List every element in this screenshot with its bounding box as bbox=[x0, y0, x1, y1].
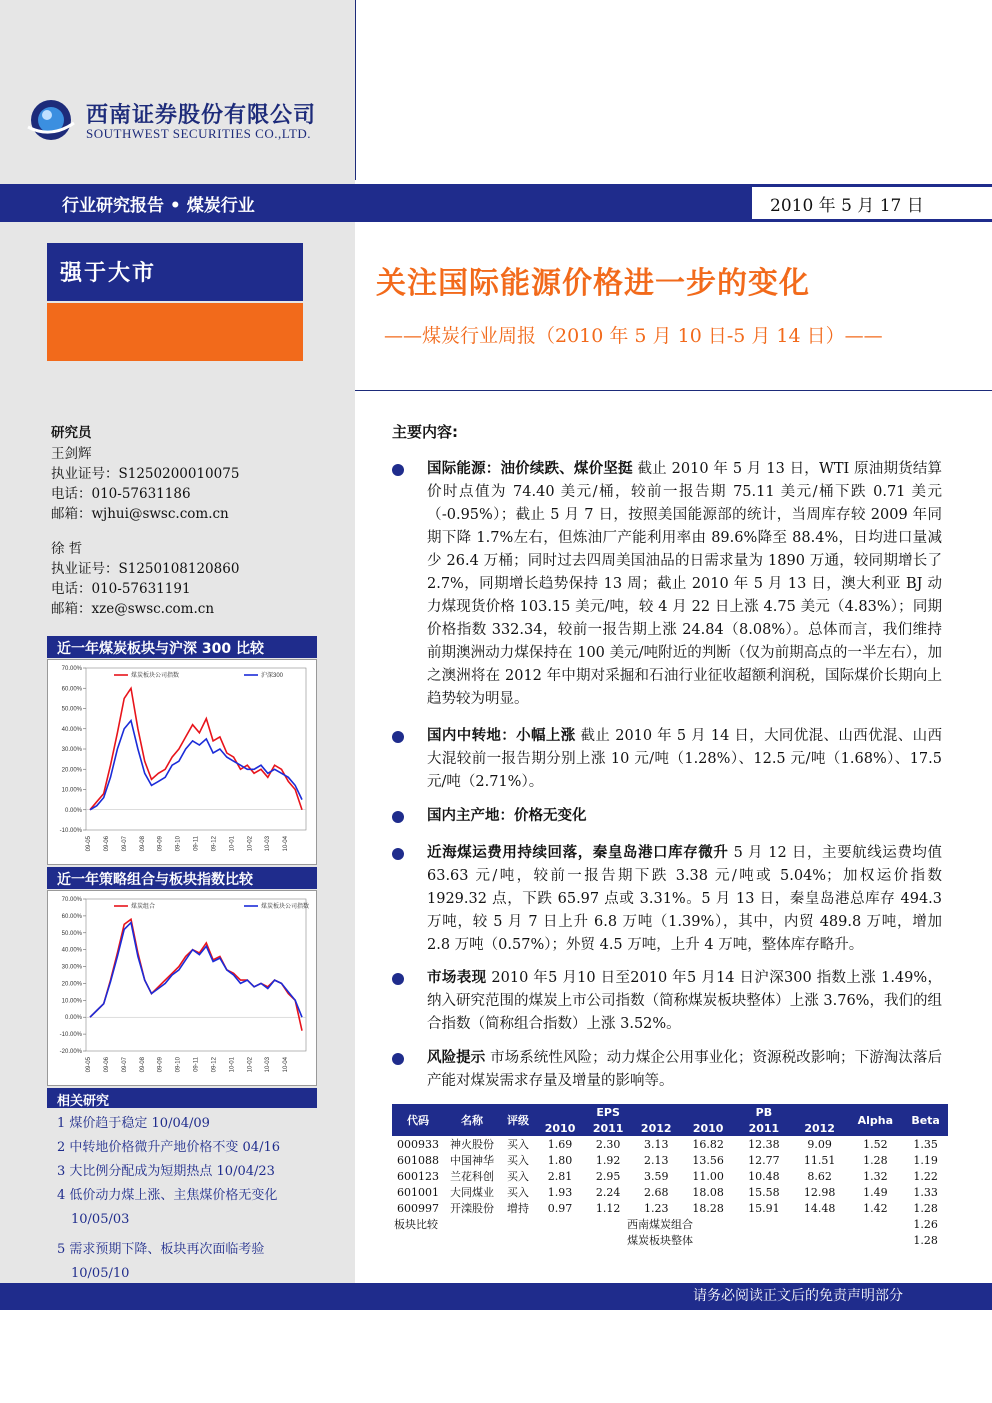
analyst-cert: 执业证号：S1250108120860 bbox=[51, 561, 240, 577]
analyst-email[interactable]: 邮箱：wjhui@swsc.com.cn bbox=[51, 506, 229, 522]
table-cell: 12.38 bbox=[748, 1137, 780, 1151]
table-cell bbox=[736, 1216, 903, 1232]
table-cell: 18.28 bbox=[692, 1201, 724, 1215]
col-eps: EPS bbox=[536, 1104, 680, 1120]
table-cell: 1.28 bbox=[913, 1201, 938, 1215]
col-beta: Beta bbox=[903, 1104, 948, 1136]
table-cell: 1.12 bbox=[595, 1201, 621, 1215]
table-cell: 2.68 bbox=[643, 1185, 669, 1199]
table-cell: 16.82 bbox=[692, 1137, 724, 1151]
y-tick-label: 50.00% bbox=[61, 930, 82, 937]
bullet-icon bbox=[392, 848, 404, 860]
col-pb: PB bbox=[680, 1104, 847, 1120]
x-tick-label: 10-04 bbox=[283, 836, 290, 852]
col-year: 2012 bbox=[632, 1120, 680, 1136]
x-tick-label: 09-06 bbox=[103, 1057, 110, 1073]
x-tick-label: 09-05 bbox=[86, 836, 92, 852]
table-cell: 西南煤炭组合 bbox=[627, 1218, 694, 1231]
table-cell: 11.51 bbox=[803, 1153, 836, 1167]
table-cell: 买入 bbox=[507, 1154, 529, 1167]
report-subtitle: ——煤炭行业周报（2010 年 5 月 10 日-5 月 14 日）—— bbox=[384, 325, 883, 347]
rating-label: 强于大市 bbox=[60, 261, 157, 286]
table-cell: 3.59 bbox=[643, 1169, 669, 1183]
content-heading: 主要内容: bbox=[392, 423, 458, 441]
table-row bbox=[392, 1136, 948, 1152]
y-tick-label: 70.00% bbox=[61, 897, 82, 903]
table-cell: 买入 bbox=[507, 1138, 529, 1151]
chart1-title: 近一年煤炭板块与沪深 300 比较 bbox=[47, 636, 317, 658]
table-cell: 神火股份 bbox=[450, 1138, 494, 1151]
chart2-svg bbox=[48, 891, 316, 1085]
table-cell: 000933 bbox=[397, 1137, 439, 1151]
para-market: 市场表现 2010 年5 月10 日至2010 年5 月14 日沪深300 指数上涨 1.49%，纳入研究范围的煤炭上市公司指数（简称煤炭板块整体）上涨 3.76%，我们的组合指数（简称组合指数）上涨 3.52%。 bbox=[427, 970, 943, 1032]
table-cell: 大同煤业 bbox=[450, 1186, 494, 1199]
table-cell: 601001 bbox=[397, 1185, 439, 1199]
table-cell: 2.30 bbox=[595, 1137, 621, 1151]
table-cell bbox=[736, 1232, 903, 1248]
table-cell: 1.19 bbox=[913, 1153, 938, 1167]
table-cell: 12.98 bbox=[803, 1185, 836, 1199]
table-row bbox=[392, 1184, 948, 1200]
y-tick-label: 70.00% bbox=[61, 666, 82, 672]
report-title: 关注国际能源价格进一步的变化 bbox=[376, 266, 810, 301]
y-tick-label: 10.00% bbox=[61, 998, 82, 1005]
table-cell: 18.08 bbox=[692, 1185, 724, 1199]
report-type: 行业研究报告 • 煤炭行业 bbox=[62, 196, 255, 216]
x-tick-label: 10-02 bbox=[247, 836, 254, 852]
bullet-icon bbox=[392, 464, 404, 476]
table-cell: 1.28 bbox=[863, 1153, 888, 1167]
related-item[interactable]: 4 低价动力煤上涨、主焦煤价格无变化 bbox=[57, 1188, 278, 1203]
col-year: 2011 bbox=[584, 1120, 632, 1136]
x-tick-label: 09-12 bbox=[211, 836, 218, 852]
y-tick-label: 60.00% bbox=[61, 913, 82, 920]
table-cell: 1.49 bbox=[863, 1185, 888, 1199]
legend-label: 沪深300 bbox=[261, 673, 284, 679]
x-tick-label: 10-03 bbox=[265, 1057, 272, 1073]
para-risk: 风险提示 市场系统性风险；动力煤企公用事业化；资源税改影响；下游淘汰落后产能对煤炭需求存量及增量的影响等。 bbox=[427, 1050, 943, 1089]
x-tick-label: 09-12 bbox=[211, 1057, 218, 1073]
table-cell: 开滦股份 bbox=[450, 1202, 494, 1215]
company-logo-icon bbox=[26, 97, 76, 147]
related-item-date: 10/05/10 bbox=[71, 1266, 130, 1281]
table-cell: 1.69 bbox=[547, 1137, 573, 1151]
table-cell: 600123 bbox=[397, 1169, 439, 1183]
table-cell: 1.35 bbox=[913, 1137, 938, 1151]
x-tick-label: 09-11 bbox=[193, 1057, 200, 1072]
table-cell: 9.09 bbox=[807, 1137, 832, 1151]
table-cell: 增持 bbox=[507, 1202, 529, 1215]
y-tick-label: 0.00% bbox=[64, 1015, 82, 1022]
bullet-icon bbox=[392, 973, 404, 985]
col-year: 2010 bbox=[680, 1120, 736, 1136]
table-cell: 2.95 bbox=[595, 1169, 621, 1183]
table-cell: 2.24 bbox=[595, 1185, 621, 1199]
table-cell: 11.00 bbox=[692, 1169, 724, 1183]
x-tick-label: 09-08 bbox=[139, 836, 146, 852]
table-cell: 兰花科创 bbox=[450, 1170, 494, 1183]
related-item[interactable]: 2 中转地价格微升产地价格不变 04/16 bbox=[57, 1140, 280, 1155]
plot-area bbox=[86, 668, 306, 830]
para-domestic-production: 国内主产地：价格无变化 bbox=[427, 808, 587, 824]
col-name: 名称 bbox=[444, 1104, 500, 1136]
related-item-date: 10/05/03 bbox=[71, 1212, 130, 1227]
y-tick-label: 40.00% bbox=[61, 947, 82, 954]
para-domestic-transit: 国内中转地：小幅上涨 截止 2010 年 5 月 14 日，大同优混、山西优混、山西大混较前一报告期分别上涨 10 元/吨（1.28%）、12.5 元/吨（1.68%）、17.5 元/吨（2.71%）。 bbox=[427, 728, 943, 790]
analyst-phone: 电话：010-57631191 bbox=[51, 581, 191, 597]
chart2-title: 近一年策略组合与板块指数比较 bbox=[47, 867, 317, 889]
table-row bbox=[392, 1232, 948, 1248]
table-cell: 14.48 bbox=[803, 1201, 836, 1215]
table-cell: 买入 bbox=[507, 1186, 529, 1199]
col-year: 2012 bbox=[792, 1120, 848, 1136]
analyst-1 bbox=[51, 444, 239, 524]
table-cell: 1.22 bbox=[913, 1169, 938, 1183]
table-row bbox=[392, 1152, 948, 1168]
y-tick-label: 40.00% bbox=[61, 726, 82, 733]
analyst-2 bbox=[51, 539, 239, 619]
table-cell: 中国神华 bbox=[450, 1154, 494, 1167]
y-tick-label: 30.00% bbox=[61, 747, 82, 753]
col-alpha: Alpha bbox=[848, 1104, 904, 1136]
para-shipping: 近海煤运费用持续回落，秦皇岛港口库存微升 5 月 12 日，主要航线运费均值 63.63 元/吨，较前一报告期下跌 3.38 元/吨或 5.04%；加权运价指数 1929.32 点，下跌 65.97 点或 3.31%。5 月 13 日，秦皇岛港总库存 494.3 万吨，较 5 月 7 日上升 6.8 万吨（1.39%），其中，内贸 489.8 万吨，增加 2.8 万吨（0.57%）；外贸 4.5 万吨，上升 4 万吨，整体库存略升。 bbox=[427, 845, 943, 953]
x-tick-label: 09-11 bbox=[193, 836, 200, 851]
para-international: 国际能源：油价续跌、煤价坚挺 截止 2010 年 5 月 13 日，WTI 原油期货结算价时点值为 74.40 美元/桶，较前一报告期 75.11 美元/桶下跌 0.71 美元（-0.95%）；截止 5 月 7 日，按照美国能源部的统计，当周库存较 2009 年同期下降 1.7%左右，但炼油厂产能利用率由 89.6%降至 88.4%，日均进口量减少 26.4 万桶；同时过去四周美国油品的日需求量为 1890 万通，较同期增长了 2.7%，同期增长趋势保持 13 周；截止 2010 年 5 月 13 日，澳大利亚 BJ 动力煤现货价格 103.15 美元/吨，较 4 月 22 日上涨 4.75 美元（4.83%）；同期价格指数 332.34，较前一报告期上涨 24.84（8.08%）。总体而言，我们维持前期澳洲动力煤保持在 100 美元/吨附近的判断（仅为前期高点的一半左右），加之澳洲将在 2012 年中期对采掘和石油行业征收超额利润税，国际煤价长期向上趋势较为明显。 bbox=[427, 461, 943, 707]
analyst-cert: 执业证号：S1250200010075 bbox=[51, 466, 240, 482]
x-tick-label: 09-09 bbox=[157, 1057, 164, 1073]
table-row bbox=[392, 1200, 948, 1216]
x-tick-label: 10-01 bbox=[229, 836, 236, 852]
x-tick-label: 10-04 bbox=[283, 1057, 290, 1073]
analyst-name: 徐 哲 bbox=[51, 541, 83, 557]
x-tick-label: 09-07 bbox=[121, 836, 128, 852]
table-cell: 1.52 bbox=[863, 1137, 888, 1151]
related-list bbox=[57, 1112, 280, 1286]
table-cell: 13.56 bbox=[692, 1153, 724, 1167]
table-cell: 买入 bbox=[507, 1170, 529, 1183]
table-cell bbox=[536, 1232, 584, 1248]
legend-label: 煤炭板块公司指数 bbox=[131, 673, 180, 679]
x-tick-label: 09-10 bbox=[175, 836, 182, 852]
analyst-email[interactable]: 邮箱：xze@swsc.com.cn bbox=[51, 601, 215, 617]
table-cell: 1.23 bbox=[643, 1201, 669, 1215]
table-cell: 8.62 bbox=[807, 1169, 832, 1183]
table-cell: 10.48 bbox=[748, 1169, 780, 1183]
col-rating: 评级 bbox=[500, 1104, 536, 1136]
header-divider bbox=[355, 0, 356, 180]
y-tick-label: -10.00% bbox=[59, 828, 82, 834]
x-tick-label: 10-03 bbox=[265, 836, 272, 852]
report-date: 2010 年 5 月 17 日 bbox=[770, 196, 924, 216]
x-tick-label: 09-05 bbox=[86, 1057, 92, 1073]
y-tick-label: 20.00% bbox=[61, 981, 82, 988]
y-tick-label: -10.00% bbox=[59, 1032, 82, 1039]
table-cell: 1.93 bbox=[547, 1185, 573, 1199]
col-code: 代码 bbox=[392, 1104, 444, 1136]
y-tick-label: -20.00% bbox=[59, 1049, 82, 1055]
chart2-box bbox=[47, 890, 317, 1086]
plot-area bbox=[86, 899, 306, 1051]
bullet-icon bbox=[392, 811, 404, 823]
rating-accent-box bbox=[47, 303, 303, 361]
table-cell: 12.77 bbox=[748, 1153, 780, 1167]
table-cell: 0.97 bbox=[547, 1201, 573, 1215]
x-tick-label: 09-09 bbox=[157, 836, 164, 852]
table-cell: 2.13 bbox=[643, 1153, 669, 1167]
y-tick-label: 60.00% bbox=[61, 686, 82, 693]
y-tick-label: 10.00% bbox=[61, 787, 82, 794]
col-year: 2011 bbox=[736, 1120, 792, 1136]
y-tick-label: 0.00% bbox=[64, 807, 82, 814]
table-cell: 3.13 bbox=[643, 1137, 669, 1151]
analyst-name: 王剑辉 bbox=[51, 446, 92, 462]
stock-table bbox=[392, 1104, 948, 1248]
table-cell: 1.80 bbox=[547, 1153, 573, 1167]
table-cell: 600997 bbox=[397, 1201, 439, 1215]
related-item[interactable]: 5 需求预期下降、板块再次面临考验 bbox=[57, 1242, 265, 1257]
table-row bbox=[392, 1216, 948, 1232]
related-item[interactable]: 1 煤价趋于稳定 10/04/09 bbox=[57, 1116, 210, 1131]
related-heading: 相关研究 bbox=[47, 1088, 317, 1108]
legend-label: 煤炭组合 bbox=[131, 904, 156, 910]
x-tick-label: 09-06 bbox=[103, 836, 110, 852]
table-row bbox=[392, 1168, 948, 1184]
x-tick-label: 09-07 bbox=[121, 1057, 128, 1073]
related-item[interactable]: 3 大比例分配成为短期热点 10/04/23 bbox=[57, 1164, 275, 1179]
table-cell: 板块比较 bbox=[394, 1218, 438, 1231]
y-tick-label: 30.00% bbox=[61, 964, 82, 971]
y-tick-label: 20.00% bbox=[61, 767, 82, 774]
company-name-en: SOUTHWEST SECURITIES CO.,LTD. bbox=[86, 126, 312, 141]
legend-label: 煤炭板块公司指数 bbox=[261, 904, 310, 910]
table-cell bbox=[536, 1216, 584, 1232]
x-tick-label: 09-10 bbox=[175, 1057, 182, 1073]
footer-space bbox=[0, 1310, 992, 1403]
table-cell: 15.58 bbox=[748, 1185, 780, 1199]
x-tick-label: 10-02 bbox=[247, 1057, 254, 1073]
analyst-phone: 电话：010-57631186 bbox=[51, 486, 191, 502]
table-cell: 1.28 bbox=[913, 1233, 938, 1247]
analyst-heading: 研究员 bbox=[51, 425, 92, 441]
table-cell: 1.26 bbox=[913, 1217, 938, 1231]
table-cell: 1.33 bbox=[913, 1185, 938, 1199]
bullet-icon bbox=[392, 731, 404, 743]
table-cell: 601088 bbox=[397, 1153, 439, 1167]
table-cell: 煤炭板块整体 bbox=[627, 1234, 694, 1247]
chart1-box bbox=[47, 659, 317, 865]
x-tick-label: 09-08 bbox=[139, 1057, 146, 1073]
company-name-cn: 西南证券股份有限公司 bbox=[86, 103, 317, 128]
disclaimer[interactable]: 请务必阅读正文后的免责声明部分 bbox=[693, 1288, 903, 1304]
y-tick-label: 50.00% bbox=[61, 706, 82, 713]
x-tick-label: 10-01 bbox=[229, 1057, 236, 1073]
table-cell: 1.42 bbox=[863, 1201, 888, 1215]
table-cell: 15.91 bbox=[748, 1201, 780, 1215]
table-cell bbox=[392, 1232, 536, 1248]
table-cell: 2.81 bbox=[547, 1169, 573, 1183]
table-cell: 1.92 bbox=[595, 1153, 621, 1167]
title-divider bbox=[355, 390, 992, 391]
table-cell: 1.32 bbox=[863, 1169, 888, 1183]
chart1-svg bbox=[48, 660, 316, 864]
bullet-icon bbox=[392, 1053, 404, 1065]
col-year: 2010 bbox=[536, 1120, 584, 1136]
